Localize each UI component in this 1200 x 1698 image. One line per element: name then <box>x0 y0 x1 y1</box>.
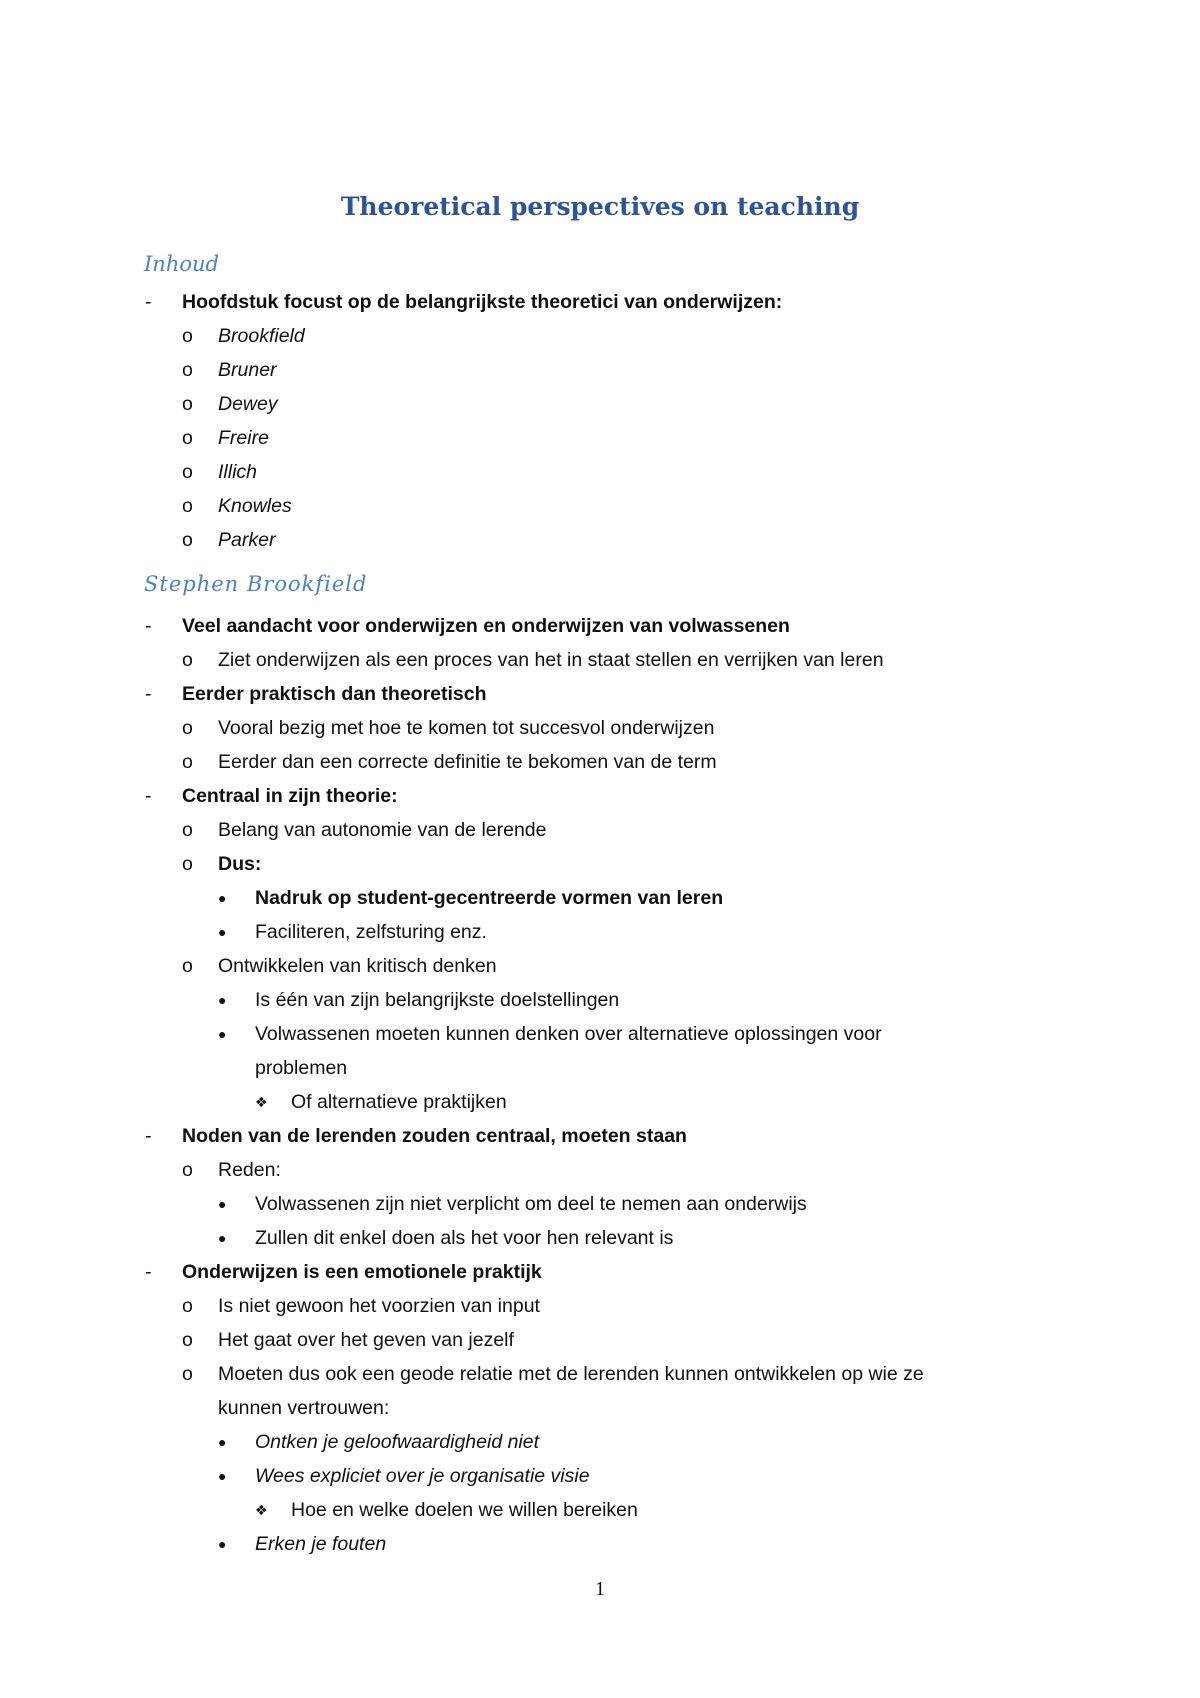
brookfield-line: kunnen vertrouwen: <box>218 1397 390 1419</box>
dot-bullet: ● <box>218 1230 227 1246</box>
dot-bullet: ● <box>218 1536 227 1552</box>
circle-bullet: o <box>182 495 193 517</box>
page-number: 1 <box>595 1578 605 1600</box>
brookfield-line: Moeten dus ook een geode relatie met de lerenden kunnen ontwikkelen op wie ze <box>218 1363 924 1385</box>
dot-bullet: ● <box>218 992 227 1008</box>
list-item-name: Freire <box>218 427 269 449</box>
circle-bullet: o <box>182 819 193 841</box>
circle-bullet: o <box>182 393 193 415</box>
dash-bullet: - <box>145 683 152 705</box>
list-item-name: Dewey <box>218 393 278 415</box>
brookfield-line: Zullen dit enkel doen als het voor hen relevant is <box>255 1227 674 1249</box>
brookfield-line: Nadruk op student-gecentreerde vormen van leren <box>255 887 724 909</box>
list-item-name: Bruner <box>218 359 277 381</box>
circle-bullet: o <box>182 427 193 449</box>
dash-bullet: - <box>145 291 152 313</box>
circle-bullet: o <box>182 1363 193 1385</box>
diamond-bullet-icon: ❖ <box>255 1502 268 1518</box>
brookfield-line: Ontwikkelen van kritisch denken <box>218 955 497 977</box>
brookfield-line: Is niet gewoon het voorzien van input <box>218 1295 540 1317</box>
brookfield-line: Volwassenen moeten kunnen denken over alternatieve oplossingen voor <box>255 1023 882 1045</box>
brookfield-line: Belang van autonomie van de lerende <box>218 819 547 841</box>
circle-bullet: o <box>182 359 193 381</box>
brookfield-line: Faciliteren, zelfsturing enz. <box>255 921 487 943</box>
brookfield-line: Reden: <box>218 1159 281 1181</box>
list-item-name: Brookfield <box>218 325 305 347</box>
dash-bullet: - <box>145 1261 152 1283</box>
circle-bullet: o <box>182 1329 193 1351</box>
circle-bullet: o <box>182 649 193 671</box>
circle-bullet: o <box>182 325 193 347</box>
dot-bullet: ● <box>218 1434 227 1450</box>
brookfield-line: Ontken je geloofwaardigheid niet <box>255 1431 540 1453</box>
circle-bullet: o <box>182 461 193 483</box>
brookfield-line: Wees expliciet over je organisatie visie <box>255 1465 590 1487</box>
circle-bullet: o <box>182 955 193 977</box>
list-item-name: Illich <box>218 461 258 483</box>
brookfield-line: Hoe en welke doelen we willen bereiken <box>291 1499 638 1521</box>
brookfield-line: Veel aandacht voor onderwijzen en onderwijzen van volwassenen <box>182 615 790 637</box>
dot-bullet: ● <box>218 1468 227 1484</box>
circle-bullet: o <box>182 529 193 551</box>
dash-bullet: - <box>145 1125 152 1147</box>
list-item-name: Parker <box>218 529 276 551</box>
brookfield-line: problemen <box>255 1057 348 1079</box>
list-item-name: Knowles <box>218 495 292 517</box>
section-heading-brookfield: Stephen Brookfield <box>144 572 368 596</box>
section-heading-inhoud: Inhoud <box>144 252 219 276</box>
circle-bullet: o <box>182 1159 193 1181</box>
brookfield-line: Volwassenen zijn niet verplicht om deel te nemen aan onderwijs <box>255 1193 807 1215</box>
circle-bullet: o <box>182 717 193 739</box>
brookfield-line: Centraal in zijn theorie: <box>182 785 398 807</box>
dash-bullet: - <box>145 785 152 807</box>
brookfield-line: Of alternatieve praktijken <box>291 1091 507 1113</box>
circle-bullet: o <box>182 853 193 875</box>
diamond-bullet-icon: ❖ <box>255 1094 268 1110</box>
brookfield-line: Het gaat over het geven van jezelf <box>218 1329 514 1351</box>
brookfield-line: Eerder praktisch dan theoretisch <box>182 683 487 705</box>
brookfield-line: Vooral bezig met hoe te komen tot succesvol onderwijzen <box>218 717 715 739</box>
brookfield-line: Ziet onderwijzen als een proces van het in staat stellen en verrijken van leren <box>218 649 884 671</box>
circle-bullet: o <box>182 1295 193 1317</box>
dot-bullet: ● <box>218 924 227 940</box>
dot-bullet: ● <box>218 1196 227 1212</box>
dot-bullet: ● <box>218 1026 227 1042</box>
brookfield-line: Dus: <box>218 853 262 875</box>
document-title: Theoretical perspectives on teaching <box>340 192 860 221</box>
brookfield-line: Is één van zijn belangrijkste doelstellingen <box>255 989 620 1011</box>
dash-bullet: - <box>145 615 152 637</box>
brookfield-line: Erken je fouten <box>255 1533 387 1555</box>
brookfield-line: Noden van de lerenden zouden centraal, moeten staan <box>182 1125 687 1147</box>
dot-bullet: ● <box>218 890 227 906</box>
inhoud-intro: Hoofdstuk focust op de belangrijkste theoretici van onderwijzen: <box>182 291 783 313</box>
brookfield-line: Onderwijzen is een emotionele praktijk <box>182 1261 542 1283</box>
brookfield-line: Eerder dan een correcte definitie te bekomen van de term <box>218 751 717 773</box>
circle-bullet: o <box>182 751 193 773</box>
